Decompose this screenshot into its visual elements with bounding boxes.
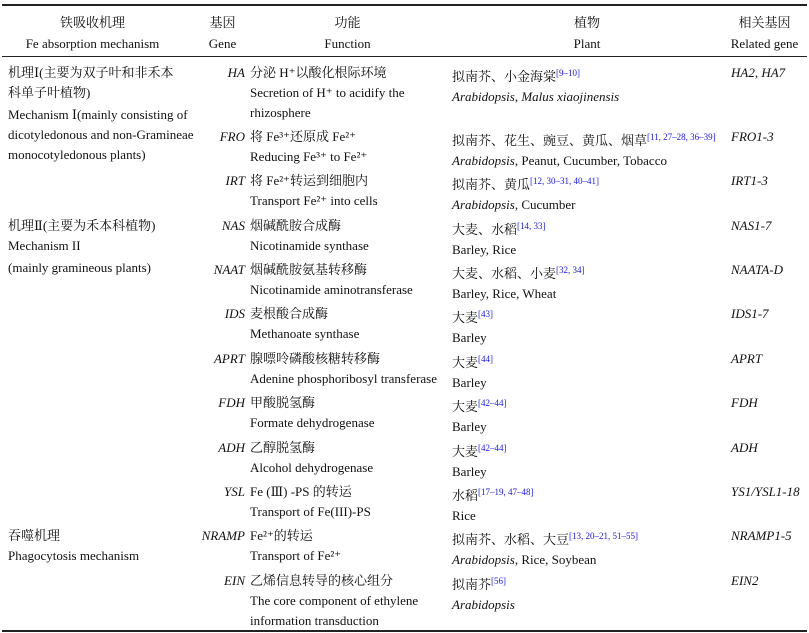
plant-cn: 水稻 [452,488,479,503]
function-cell [250,63,405,123]
function-en: rhizosphere [250,105,311,120]
plant-en-italic: Malus xiaojinensis [521,89,620,104]
function-cell [250,260,413,300]
function-en: The core component of ethylene [250,593,419,608]
header-rule [2,56,807,57]
gene-cell: HA [227,65,245,80]
function-en: Alcohol dehydrogenase [250,460,374,475]
plant-en-italic: Arabidopsis [452,552,515,567]
header-mechanism: 铁吸收机理 Fe absorption mechanism [25,15,160,51]
plant-cn: 大麦、水稻 [452,222,518,237]
related-gene-cell: NRAMP1-5 [731,528,792,543]
plant-cn: 大麦 [452,399,479,414]
plant-cell [452,571,515,615]
related-gene-cell: APRT [731,351,763,366]
function-cell [250,127,367,167]
plant-en: Barley, Rice [452,242,517,257]
function-cell [250,482,371,522]
top-rule [2,4,807,6]
plant-en: , Peanut, Cucumber, Tobacco [514,153,667,168]
header-function: 功能 Function [324,15,371,51]
gene-cell: FDH [218,395,245,410]
plant-cell [452,526,638,570]
gene-cell: NRAMP [201,528,245,543]
gene-cell: NAS [221,218,245,233]
plant-cn: 拟南芥、小金海棠 [452,69,557,84]
reference-link[interactable]: [32, 34] [556,265,585,275]
plant-en-italic: Arabidopsis [452,197,515,212]
function-en: Reducing Fe³⁺ to Fe²⁺ [250,149,368,164]
plant-cn: 大麦、水稻、小麦 [452,266,557,281]
plant-en: Barley [452,419,487,434]
function-cell [250,526,341,566]
mechanism-label: Phagocytosis mechanism [8,548,140,563]
gene-cell: YSL [224,484,245,499]
plant-en-italic: Arabidopsis [452,89,515,104]
plant-cell [452,482,534,526]
reference-link[interactable]: [12, 30–31, 40–41] [530,176,600,186]
function-en: Methanoate synthase [250,326,360,341]
related-gene-cell: FRO1-3 [731,129,774,144]
header-related-gene: 相关基因 Related gene [730,15,799,51]
plant-en: Rice [452,508,476,523]
function-en: Formate dehydrogenase [250,415,375,430]
mechanism-label: (mainly gramineous plants) [8,260,151,275]
reference-link[interactable]: [42–44] [478,443,507,453]
plant-cn: 大麦 [452,444,479,459]
function-en: Nicotinamide aminotransferase [250,282,413,297]
function-cn: 腺嘌呤磷酸核糖转移酶 [250,351,381,366]
related-gene-cell: NAATA-D [731,262,783,277]
reference-link[interactable]: [11, 27–28, 36–39] [647,132,716,142]
function-cell [250,216,369,256]
function-en: Transport of Fe(III)-PS [250,504,371,519]
plant-en-italic: Arabidopsis [452,153,515,168]
function-cell [250,393,375,433]
gene-cell: IRT [225,173,245,188]
function-cn: 乙醇脱氢酶 [250,440,316,455]
reference-link[interactable]: [13, 20–21, 51–55] [569,531,639,541]
function-en: Nicotinamide synthase [250,238,369,253]
related-gene-cell: ADH [731,440,758,455]
plant-en: Barley, Rice, Wheat [452,286,557,301]
reference-link[interactable]: [17–19, 47–48] [478,487,534,497]
gene-cell: APRT [213,351,245,366]
related-gene-cell: IDS1-7 [731,306,769,321]
reference-link[interactable]: [56] [491,576,507,586]
gene-cell: IDS [224,306,245,321]
function-cell [250,171,378,211]
plant-cell [452,349,493,393]
header-plant: 植物 Plant [573,15,601,51]
related-gene-cell: FDH [731,395,758,410]
reference-link[interactable]: [43] [478,309,494,319]
function-cn: 烟碱酰胺氨基转移酶 [250,262,368,277]
mechanism-label: 吞噬机理 [8,528,61,543]
reference-link[interactable]: [14, 33] [517,221,546,231]
plant-cell [452,171,599,215]
related-gene-cell: IRT1-3 [731,173,768,188]
mechanism-label: Mechanism Ⅰ(mainly consisting of [8,107,188,122]
function-cn: 甲酸脱氢酶 [250,395,316,410]
function-cell [250,304,359,344]
plant-en: Barley [452,375,487,390]
plant-cell [452,216,546,260]
plant-cn: 拟南芥 [452,577,492,592]
function-en: Adenine phosphoribosyl transferase [250,371,438,386]
plant-en: Barley [452,464,487,479]
plant-cn: 拟南芥、水稻、大豆 [452,532,570,547]
mechanism-label: dicotyledonous and non-Gramineae [8,127,194,142]
plant-en-italic: Arabidopsis [452,597,515,612]
reference-link[interactable]: [9–10] [556,68,581,78]
function-cn: 麦根酸合成酶 [250,306,329,321]
plant-cell [452,260,585,304]
gene-cell: NAAT [213,262,245,277]
plant-cell [452,127,716,171]
plant-cn: 大麦 [452,310,479,325]
plant-cell [452,438,507,482]
mechanism-label: 科单子叶植物) [8,85,91,100]
function-cn: 乙烯信息转导的核心组分 [250,573,394,588]
gene-cell: FRO [219,129,245,144]
function-en: Secretion of H⁺ to acidify the [250,85,405,100]
mechanism-label: monocotyledonous plants) [8,147,146,162]
gene-cell: ADH [218,440,245,455]
function-cell [250,438,373,478]
function-cn: 将 Fe³⁺还原成 Fe²⁺ [250,129,357,144]
related-gene-cell: YS1/YSL1-18 [731,484,800,499]
reference-link[interactable]: [44] [478,354,494,364]
plant-cell [452,393,507,437]
plant-cn: 拟南芥、花生、豌豆、黄瓜、烟草 [452,133,648,148]
plant-cell [452,304,493,348]
mechanism-label: 机理Ⅰ(主要为双子叶和非禾本 [8,65,174,80]
plant-cn: 拟南芥、黄瓜 [452,177,531,192]
plant-en: Barley [452,330,487,345]
plant-en: , Cucumber [514,197,576,212]
reference-link[interactable]: [42–44] [478,398,507,408]
function-cell [250,349,437,389]
related-gene-cell: NAS1-7 [731,218,772,233]
function-cn: 分泌 H⁺以酸化根际环境 [250,65,387,80]
related-gene-cell: HA2, HA7 [731,65,786,80]
mechanism-label: Mechanism II [8,238,81,253]
function-en: Transport of Fe²⁺ [250,548,342,563]
related-gene-cell: EIN2 [731,573,759,588]
header-gene: 基因 Gene [208,15,237,51]
function-cn: Fe (Ⅲ) -PS 的转运 [250,484,352,499]
function-cn: 烟碱酰胺合成酶 [250,218,342,233]
function-cell [250,571,418,631]
function-cn: Fe²⁺的转运 [250,528,313,543]
function-en: information transduction [250,613,379,628]
plant-en: , Rice, Soybean [514,552,597,567]
mechanism-label: 机理Ⅱ(主要为禾本科植物) [8,218,156,233]
plant-cell [452,63,619,107]
gene-cell: EIN [224,573,245,588]
plant-cn: 大麦 [452,355,479,370]
function-cn: 将 Fe²⁺转运到细胞内 [250,173,369,188]
function-en: Transport Fe²⁺ into cells [250,193,378,208]
plant-en: , [514,89,522,104]
